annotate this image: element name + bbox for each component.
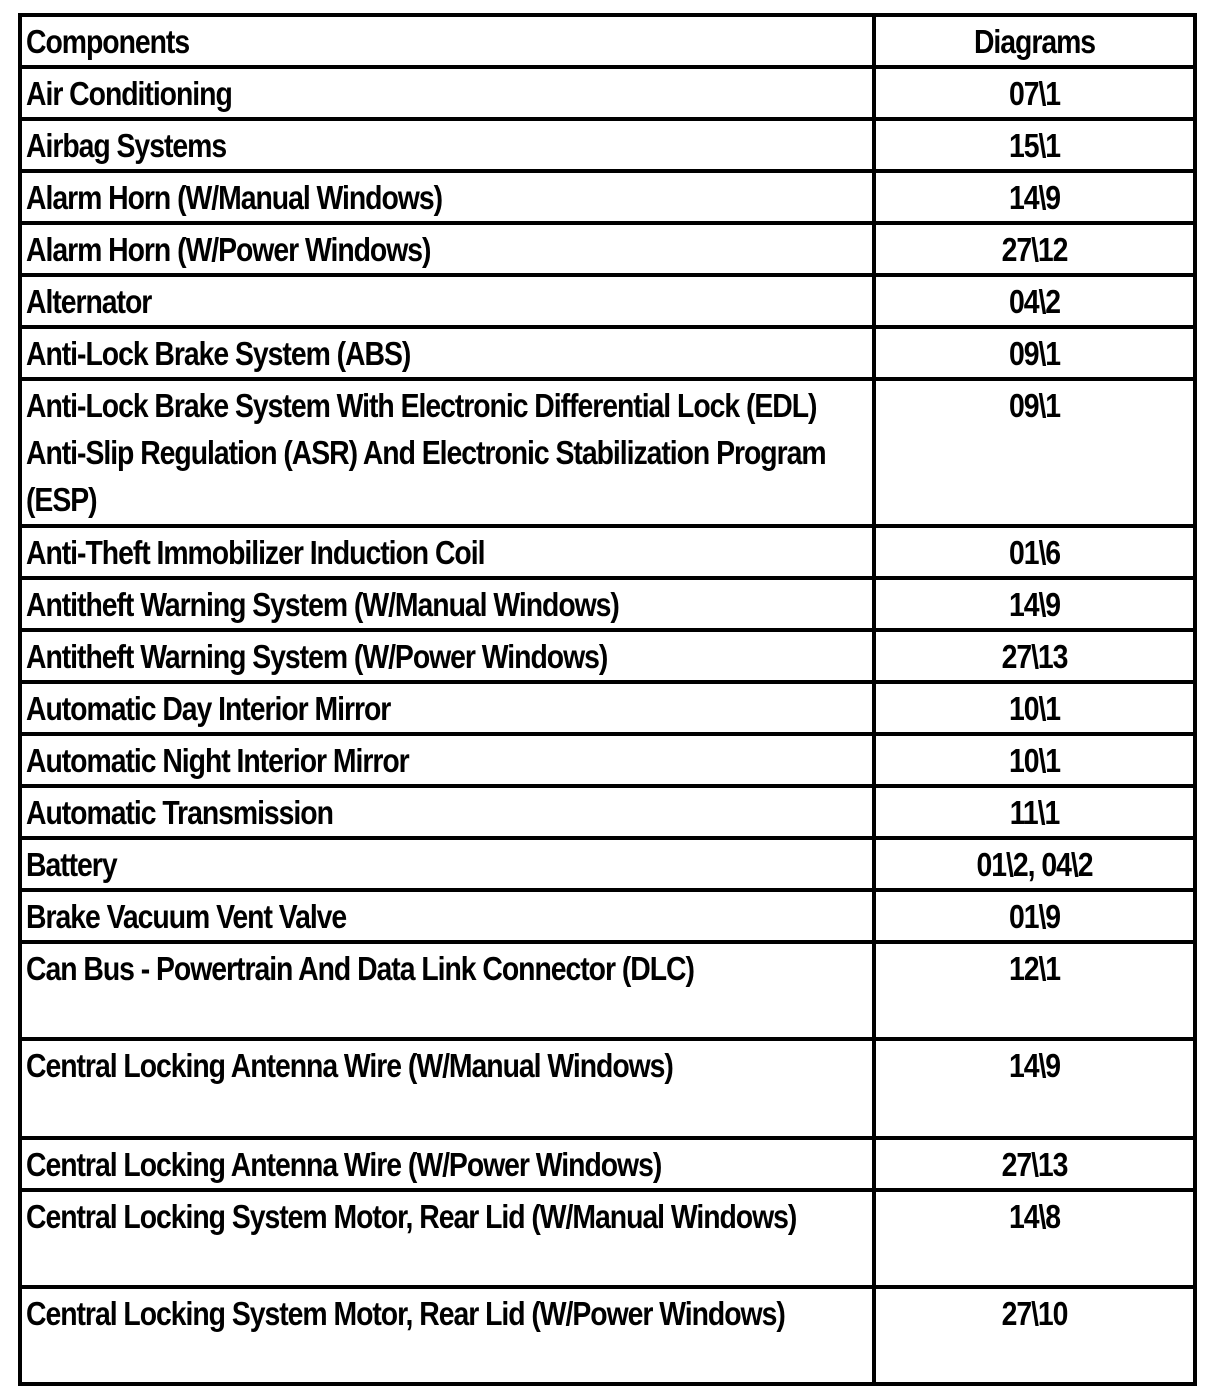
- component-cell: Central Locking System Motor, Rear Lid (W/Manual Windows): [20, 1190, 874, 1287]
- table-row: [20, 578, 1195, 630]
- component-cell: Alternator: [20, 275, 874, 327]
- component-cell: Antitheft Warning System (W/Manual Windows): [20, 578, 874, 630]
- table-row: [20, 734, 1195, 786]
- diagram-cell: 27\12: [874, 223, 1195, 275]
- diagram-cell: 14\9: [874, 578, 1195, 630]
- component-cell: Automatic Transmission: [20, 786, 874, 838]
- component-cell: Anti-Lock Brake System (ABS): [20, 327, 874, 379]
- component-cell: Central Locking Antenna Wire (W/Manual Windows): [20, 1039, 874, 1138]
- diagram-cell: 01\2, 04\2: [874, 838, 1195, 890]
- component-cell: Alarm Horn (W/Manual Windows): [20, 171, 874, 223]
- diagram-cell: 09\1: [874, 327, 1195, 379]
- table-row: [20, 630, 1195, 682]
- table-row: [20, 786, 1195, 838]
- component-cell: Central Locking System Motor, Rear Lid (W/Power Windows): [20, 1287, 874, 1384]
- diagram-cell: 14\9: [874, 171, 1195, 223]
- table-row: [20, 942, 1195, 1039]
- table-row: [20, 838, 1195, 890]
- diagram-cell: 11\1: [874, 786, 1195, 838]
- component-cell: Antitheft Warning System (W/Power Windows): [20, 630, 874, 682]
- table-row: [20, 275, 1195, 327]
- diagram-cell: 14\8: [874, 1190, 1195, 1287]
- table-row: [20, 119, 1195, 171]
- table-row: [20, 223, 1195, 275]
- component-cell: Automatic Day Interior Mirror: [20, 682, 874, 734]
- diagram-cell: 27\13: [874, 630, 1195, 682]
- table-row: [20, 1039, 1195, 1138]
- component-cell: Air Conditioning: [20, 67, 874, 119]
- table-header-row: [20, 15, 1195, 67]
- diagram-cell: 01\9: [874, 890, 1195, 942]
- table-row: [20, 890, 1195, 942]
- diagram-cell: 27\13: [874, 1138, 1195, 1190]
- component-cell: Automatic Night Interior Mirror: [20, 734, 874, 786]
- table-row: [20, 327, 1195, 379]
- table-row: [20, 1287, 1195, 1384]
- table-row: [20, 379, 1195, 526]
- diagram-cell: 01\6: [874, 526, 1195, 578]
- component-cell: Can Bus - Powertrain And Data Link Connector (DLC): [20, 942, 874, 1039]
- diagram-cell: 09\1: [874, 379, 1195, 526]
- component-cell: Central Locking Antenna Wire (W/Power Windows): [20, 1138, 874, 1190]
- diagram-cell: 07\1: [874, 67, 1195, 119]
- table-row: [20, 526, 1195, 578]
- diagram-cell: 04\2: [874, 275, 1195, 327]
- component-cell: Anti-Lock Brake System With Electronic Differential Lock (EDL) Anti-Slip Regulation (ASR) And Electronic Stabilization Program (ESP): [20, 379, 874, 526]
- table-row: [20, 682, 1195, 734]
- table-row: [20, 67, 1195, 119]
- table-row: [20, 171, 1195, 223]
- table-row: [20, 1138, 1195, 1190]
- diagram-cell: 12\1: [874, 942, 1195, 1039]
- component-cell: Brake Vacuum Vent Valve: [20, 890, 874, 942]
- diagram-cell: 10\1: [874, 734, 1195, 786]
- component-cell: Anti-Theft Immobilizer Induction Coil: [20, 526, 874, 578]
- diagram-cell: 10\1: [874, 682, 1195, 734]
- diagram-cell: 14\9: [874, 1039, 1195, 1138]
- header-components: Components: [20, 15, 874, 67]
- component-cell: Battery: [20, 838, 874, 890]
- diagram-cell: 27\10: [874, 1287, 1195, 1384]
- table-row: [20, 1190, 1195, 1287]
- component-cell: Airbag Systems: [20, 119, 874, 171]
- components-diagrams-table: [18, 13, 1197, 1386]
- diagram-cell: 15\1: [874, 119, 1195, 171]
- header-diagrams: Diagrams: [874, 15, 1195, 67]
- component-cell: Alarm Horn (W/Power Windows): [20, 223, 874, 275]
